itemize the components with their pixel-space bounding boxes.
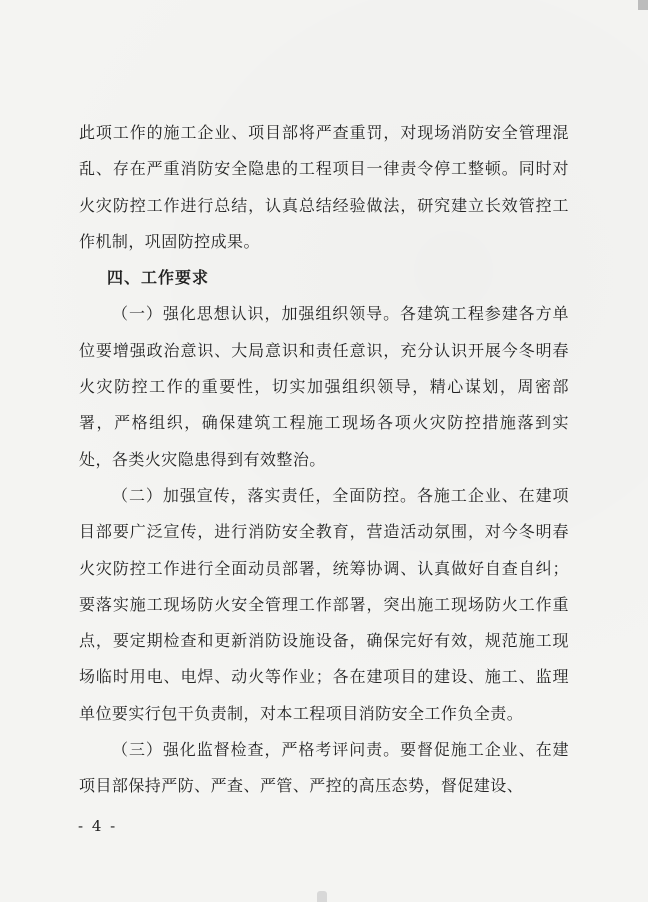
paragraph-requirement-3: （三）强化监督检查，严格考评问责。要督促施工企业、在建项目部保持严防、严查、严管、严控的高压态势，督促建设、: [79, 740, 569, 796]
section-heading: 四、工作要求: [107, 268, 210, 288]
paragraph-continuation: 此项工作的施工企业、项目部将严查重罚，对现场消防安全管理混乱、存在严重消防安全隐患的工程项目一律责令停工整顿。同时对火灾防控工作进行总结，认真总结经验做法，研究建立长效管控工作机制，巩固防控成果。: [79, 123, 569, 251]
scan-corner-mark: [638, 0, 648, 10]
scan-artifact: [317, 891, 327, 902]
paragraph-requirement-2: （二）加强宣传，落实责任，全面防控。各施工企业、在建项目部要广泛宣传，进行消防安全教育，营造活动氛围，对今冬明春火灾防控工作进行全面动员部署，统筹协调、认真做好自查自纠；要落实施工现场防火安全管理工作部署，突出施工现场防火工作重点，要定期检查和更新消防设施设备，确保完好有效，规范施工现场临时用电、电焊、动火等作业；各在建项目的建设、施工、监理单位要实行包干负责制，对本工程项目消防安全工作负全责。: [79, 485, 569, 723]
document-body: [79, 115, 569, 805]
paragraph-requirement-1: （一）强化思想认识，加强组织领导。各建筑工程参建各方单位要增强政治意识、大局意识和责任意识，充分认识开展今冬明春火灾防控工作的重要性，切实加强组织领导，精心谋划，周密部署，严格组织，确保建筑工程施工现场各项火灾防控措施落到实处，各类火灾隐患得到有效整治。: [79, 304, 569, 469]
page-number: - 4 -: [78, 817, 118, 835]
